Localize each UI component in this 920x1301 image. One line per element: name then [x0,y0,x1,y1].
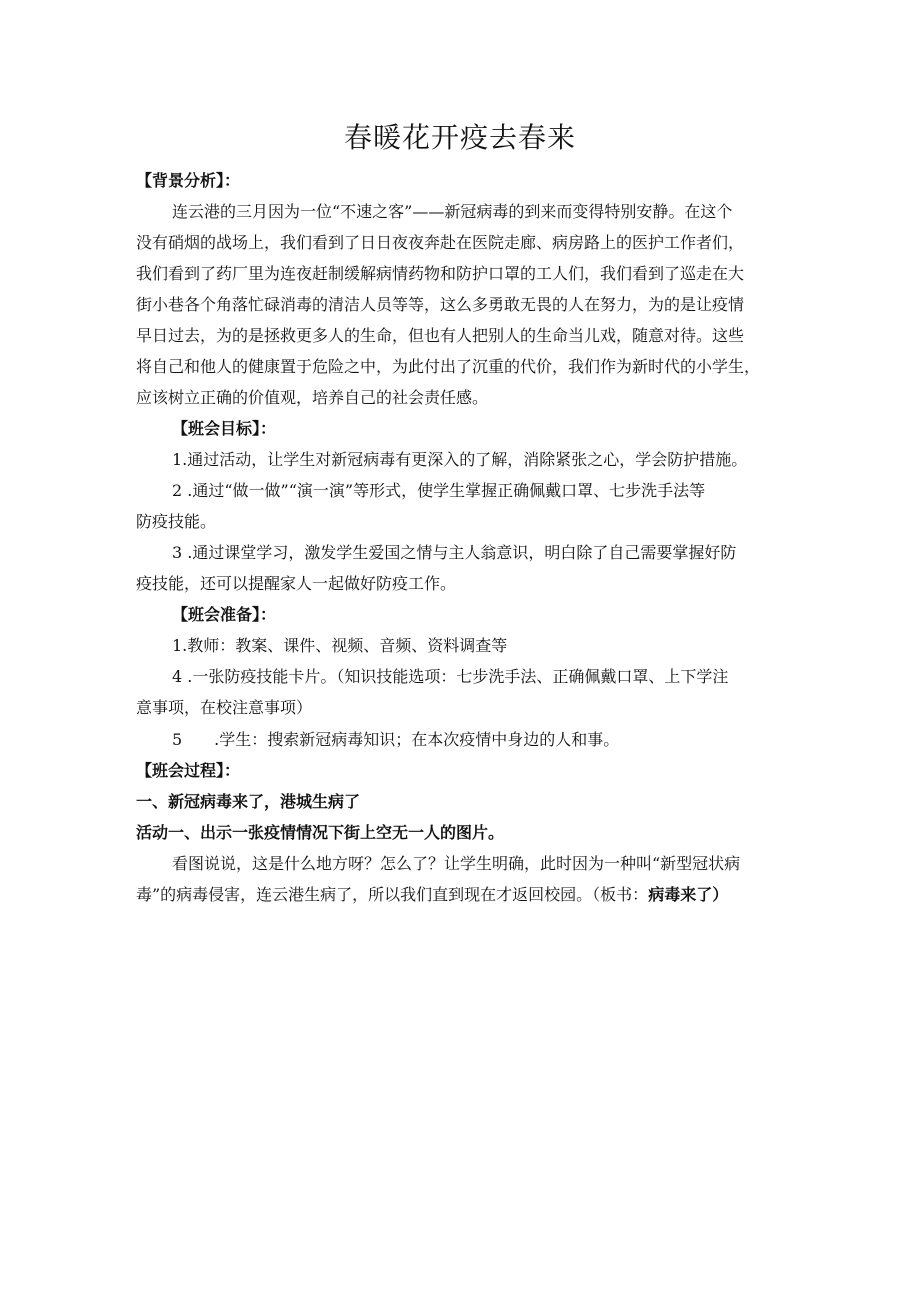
process-paragraph-text: 毒”的病毒侵害，连云港生病了，所以我们直到现在才返回校园。（板书： [136,885,649,904]
process-paragraph-line: 看图说说，这是什么地方呀？怎么了？让学生明确，此时因为一种叫“新型冠状病 [172,854,741,873]
goals-heading: 【班会目标】： [172,419,277,438]
prep-line: 意事项，在校注意事项） [136,698,313,717]
goals-line: 防疫技能。 [136,512,217,531]
background-line: 街小巷各个角落忙碌消毒的清洁人员等等，这么多勇敢无畏的人在努力，为的是让疫情 [136,295,745,314]
board-note: 病毒来了） [648,885,729,904]
goals-line: 2 .通过“做一做”“演一演”等形式，使学生掌握正确佩戴口罩、七步洗手法等 [172,481,706,500]
prep-heading: 【班会准备】： [172,605,277,624]
background-line: 我们看到了药厂里为连夜赶制缓解病情药物和防护口罩的工人们，我们看到了巡走在大 [136,264,745,283]
background-line: 没有硝烟的战场上，我们看到了日日夜夜奔赴在医院走廊、病房路上的医护工作者们， [136,233,745,252]
background-line: 早日过去，为的是拯救更多人的生命，但也有人把别人的生命当儿戏，随意对待。这些 [136,326,745,345]
background-line: 连云港的三月因为一位“不速之客”——新冠病毒的到来而变得特别安静。在这个 [172,202,733,221]
prep-line: 4 .一张防疫技能卡片。（知识技能选项：七步洗手法、正确佩戴口罩、上下学注 [172,667,729,686]
prep-line: 5 .学生：搜索新冠病毒知识；在本次疫情中身边的人和事。 [172,730,620,749]
section-heading: 一、新冠病毒来了，港城生病了 [136,792,361,811]
goals-line: 3 .通过课堂学习，激发学生爱国之情与主人翁意识，明白除了自己需要掌握好防 [172,543,737,562]
prep-line: 1.教师：教案、课件、视频、音频、资料调查等 [172,636,508,655]
background-line: 应该树立正确的价值观，培养自己的社会责任感。 [136,388,489,407]
process-heading: 【班会过程】： [136,761,241,780]
process-paragraph-line [136,884,728,906]
goals-line: 1.通过活动，让学生对新冠病毒有更深入的了解，消除紧张之心，学会防护措施。 [172,450,748,469]
document-title: 春暖花开疫去春来 [343,121,576,154]
background-line: 将自己和他人的健康置于危险之中，为此付出了沉重的代价，我们作为新时代的小学生， [136,357,761,376]
background-heading: 【背景分析】： [136,171,241,190]
activity-heading: 活动一、出示一张疫情情况下街上空无一人的图片。 [136,823,505,842]
goals-line: 疫技能，还可以提醒家人一起做好防疫工作。 [136,574,457,593]
